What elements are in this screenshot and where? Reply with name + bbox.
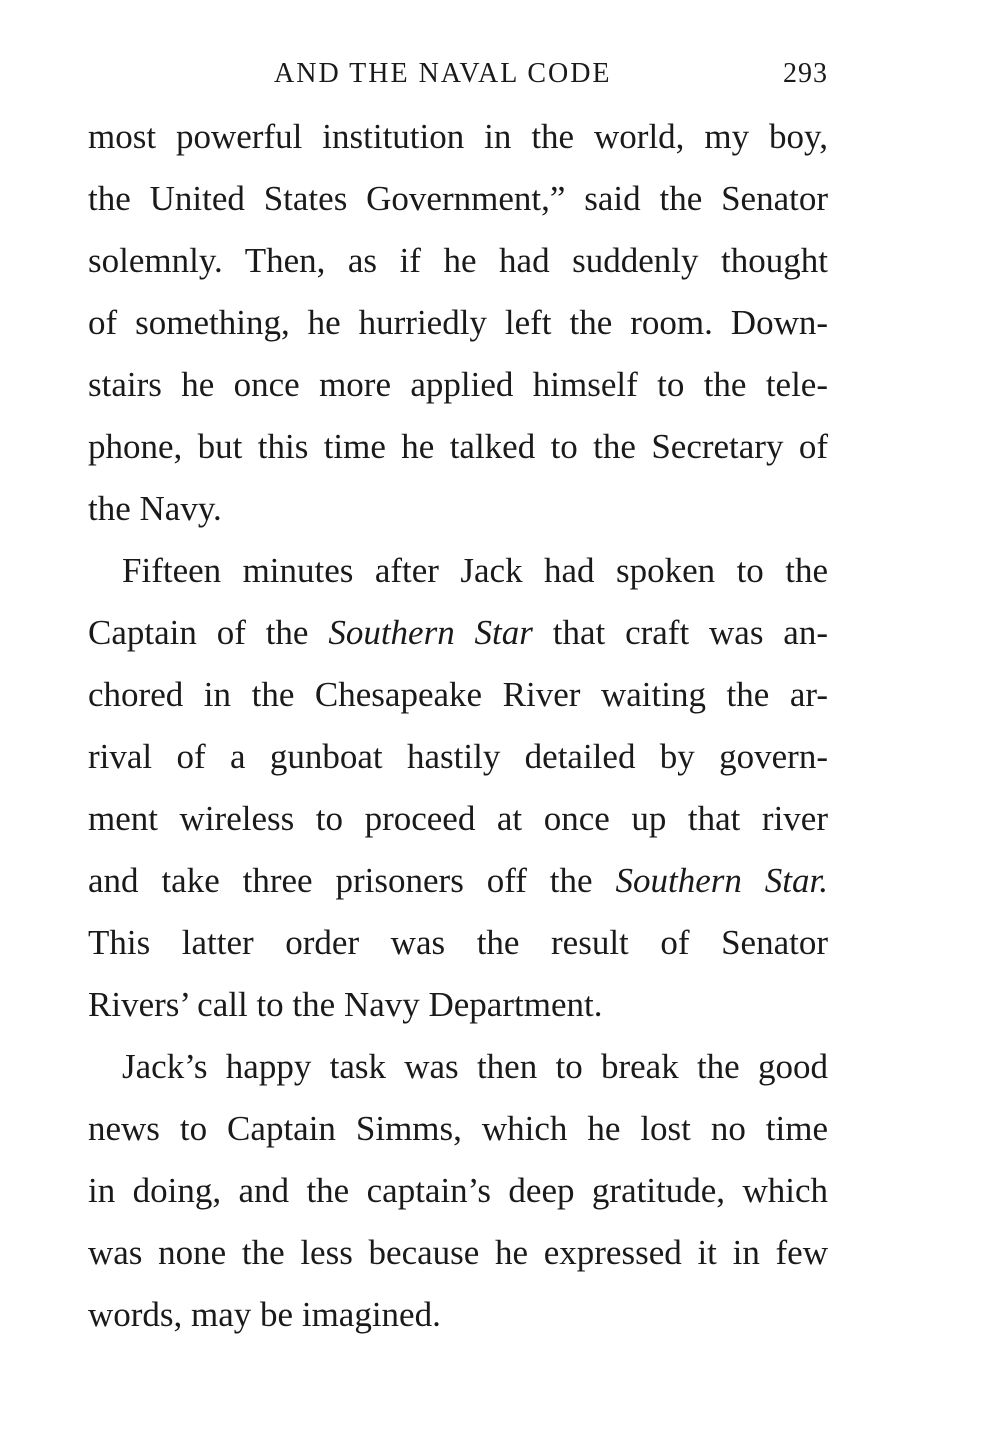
text-line: of something, he hurriedly left the room. Down-	[88, 303, 828, 342]
text-line: Rivers’ call to the Navy Department.	[88, 985, 603, 1024]
text-line: the Navy.	[88, 489, 222, 528]
text-line: the United States Government,” said the Senator	[88, 179, 828, 218]
text-line: was none the less because he expressed it in few	[88, 1233, 828, 1272]
text-line: words, may be imagined.	[88, 1295, 441, 1334]
text-line: chored in the Chesapeake River waiting the ar-	[88, 675, 828, 714]
running-head	[88, 56, 828, 96]
text-line: stairs he once more applied himself to the tele-	[88, 365, 828, 404]
paragraph-2	[88, 540, 828, 1036]
paragraph-1	[88, 106, 828, 540]
ship-name-italic: Southern Star	[328, 613, 533, 652]
text-segment: Captain of the	[88, 613, 329, 652]
text-line: phone, but this time he talked to the Secretary of	[88, 427, 828, 466]
text-line: solemnly. Then, as if he had suddenly thought	[88, 241, 828, 280]
paragraph-3	[88, 1036, 828, 1346]
text-line: in doing, and the captain’s deep gratitude, which	[88, 1171, 828, 1210]
text-line-mixed	[88, 602, 828, 664]
text-line-mixed	[88, 850, 828, 912]
ship-name-italic: Southern Star.	[615, 861, 828, 900]
text-line: Fifteen minutes after Jack had spoken to the	[122, 551, 828, 590]
text-segment: that craft was an-	[532, 613, 828, 652]
body-text	[88, 106, 828, 1346]
text-line: ment wireless to proceed at once up that river	[88, 799, 828, 838]
text-line: rival of a gunboat hastily detailed by govern-	[88, 737, 828, 776]
text-line: Jack’s happy task was then to break the good	[122, 1047, 828, 1086]
page-number: 293	[783, 58, 828, 89]
text-line: news to Captain Simms, which he lost no time	[88, 1109, 828, 1148]
text-line: This latter order was the result of Senator	[88, 923, 828, 962]
text-line: most powerful institution in the world, my boy,	[88, 117, 828, 156]
running-title: AND THE NAVAL CODE	[274, 58, 612, 89]
text-segment: and take three prisoners off the	[88, 861, 616, 900]
